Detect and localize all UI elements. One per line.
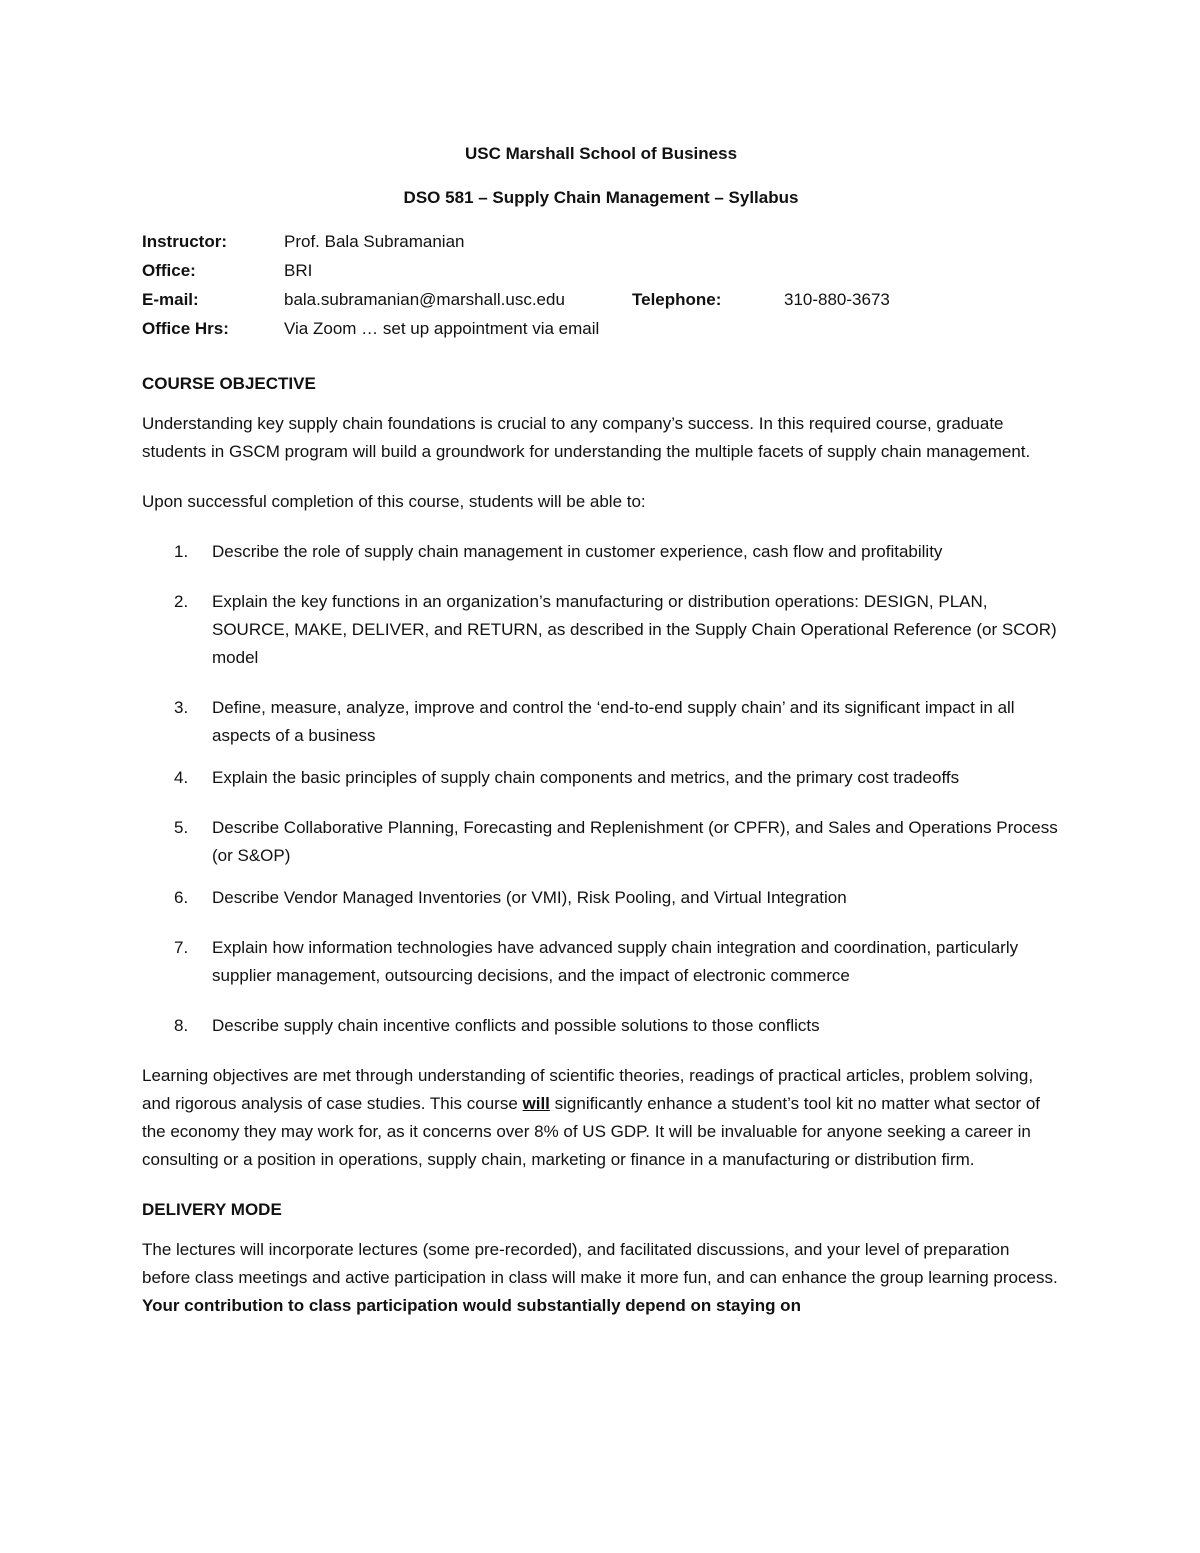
objective-text: Explain the key functions in an organization’s manufacturing or distribution operations: DESIGN, PLAN, SOURCE, MAKE, DELIVER, and RETURN, as described in the Supply Chain Operational Reference (or SCOR) model	[212, 592, 1057, 667]
delivery-mode-paragraph	[142, 1236, 1060, 1320]
objective-item	[142, 814, 1060, 870]
objective-number: 1.	[174, 542, 189, 561]
instructor-info-table	[142, 228, 890, 344]
delivery-mode-heading: DELIVERY MODE	[142, 1200, 282, 1219]
objective-text: Describe supply chain incentive conflicts and possible solutions to those conflicts	[212, 1016, 820, 1035]
office-row	[142, 257, 890, 286]
objective-item	[142, 694, 1060, 750]
objective-text: Define, measure, analyze, improve and control the ‘end-to-end supply chain’ and its significant impact in all aspects of a business	[212, 698, 1015, 745]
objective-number: 3.	[174, 698, 189, 717]
office-hours-label: Office Hrs:	[142, 319, 229, 338]
objective-item	[142, 934, 1060, 990]
objectives-list	[142, 538, 1060, 1040]
office-hours-value: Via Zoom … set up appointment via email	[284, 319, 600, 338]
instructor-row	[142, 228, 890, 257]
objective-text: Describe the role of supply chain management in customer experience, cash flow and profitability	[212, 542, 943, 561]
closing-text-part1: Learning objectives are met through understanding of scientific theories, readings of practical articles, problem solving, and rigorous analysis of case studies. This course	[142, 1066, 1034, 1113]
office-value: BRI	[284, 261, 313, 280]
objective-number: 6.	[174, 888, 189, 907]
objectives-lead-in: Upon successful completion of this course, students will be able to:	[142, 492, 646, 511]
telephone-value: 310-880-3673	[784, 290, 890, 309]
closing-text-part2: significantly enhance a student’s tool kit no matter what sector of the economy they may work for, as it concerns over 8% of US GDP. It will be invaluable for anyone seeking a career in consulting or a position in operations, supply chain, marketing or finance in a manufacturing or distribution firm.	[142, 1094, 1041, 1169]
objective-number: 5.	[174, 818, 189, 837]
objective-item	[142, 764, 1060, 792]
telephone-label: Telephone:	[632, 290, 722, 309]
delivery-mode-text: The lectures will incorporate lectures (some pre-recorded), and facilitated discussions, and your level of preparation before class meetings and active participation in class will make it more fun, and can enhance the group learning process.	[142, 1240, 1058, 1287]
office-hours-row	[142, 315, 890, 344]
delivery-mode-bold-text: Your contribution to class participation would substantially depend on staying on	[142, 1296, 801, 1315]
objective-text: Explain the basic principles of supply chain components and metrics, and the primary cost tradeoffs	[212, 768, 960, 787]
document-body	[142, 140, 1060, 1342]
learning-objectives-paragraph	[142, 1062, 1060, 1174]
objective-text: Describe Collaborative Planning, Forecasting and Replenishment (or CPFR), and Sales and Operations Process (or S&OP)	[212, 818, 1058, 865]
office-label: Office:	[142, 261, 196, 280]
email-value[interactable]: bala.subramanian@marshall.usc.edu	[284, 290, 565, 309]
objective-text: Explain how information technologies have advanced supply chain integration and coordination, particularly supplier management, outsourcing decisions, and the impact of electronic commerce	[212, 938, 1019, 985]
objective-number: 7.	[174, 938, 189, 957]
objective-text: Describe Vendor Managed Inventories (or VMI), Risk Pooling, and Virtual Integration	[212, 888, 847, 907]
course-objective-intro: Understanding key supply chain foundations is crucial to any company’s success. In this required course, graduate students in GSCM program will build a groundwork for understanding the multiple facets of supply chain management.	[142, 414, 1031, 461]
objective-item	[142, 884, 1060, 912]
closing-emphasis: will	[522, 1094, 550, 1113]
objective-item	[142, 1012, 1060, 1040]
objective-number: 4.	[174, 768, 189, 787]
email-label: E-mail:	[142, 290, 199, 309]
objective-number: 8.	[174, 1016, 189, 1035]
objective-item	[142, 538, 1060, 566]
school-name: USC Marshall School of Business	[464, 144, 738, 163]
objective-number: 2.	[174, 592, 189, 611]
instructor-label: Instructor:	[142, 232, 227, 251]
course-objective-heading: COURSE OBJECTIVE	[142, 374, 316, 393]
email-row	[142, 286, 890, 315]
instructor-value: Prof. Bala Subramanian	[284, 232, 465, 251]
course-title: DSO 581 – Supply Chain Management – Syllabus	[403, 188, 799, 207]
objective-item	[142, 588, 1060, 672]
